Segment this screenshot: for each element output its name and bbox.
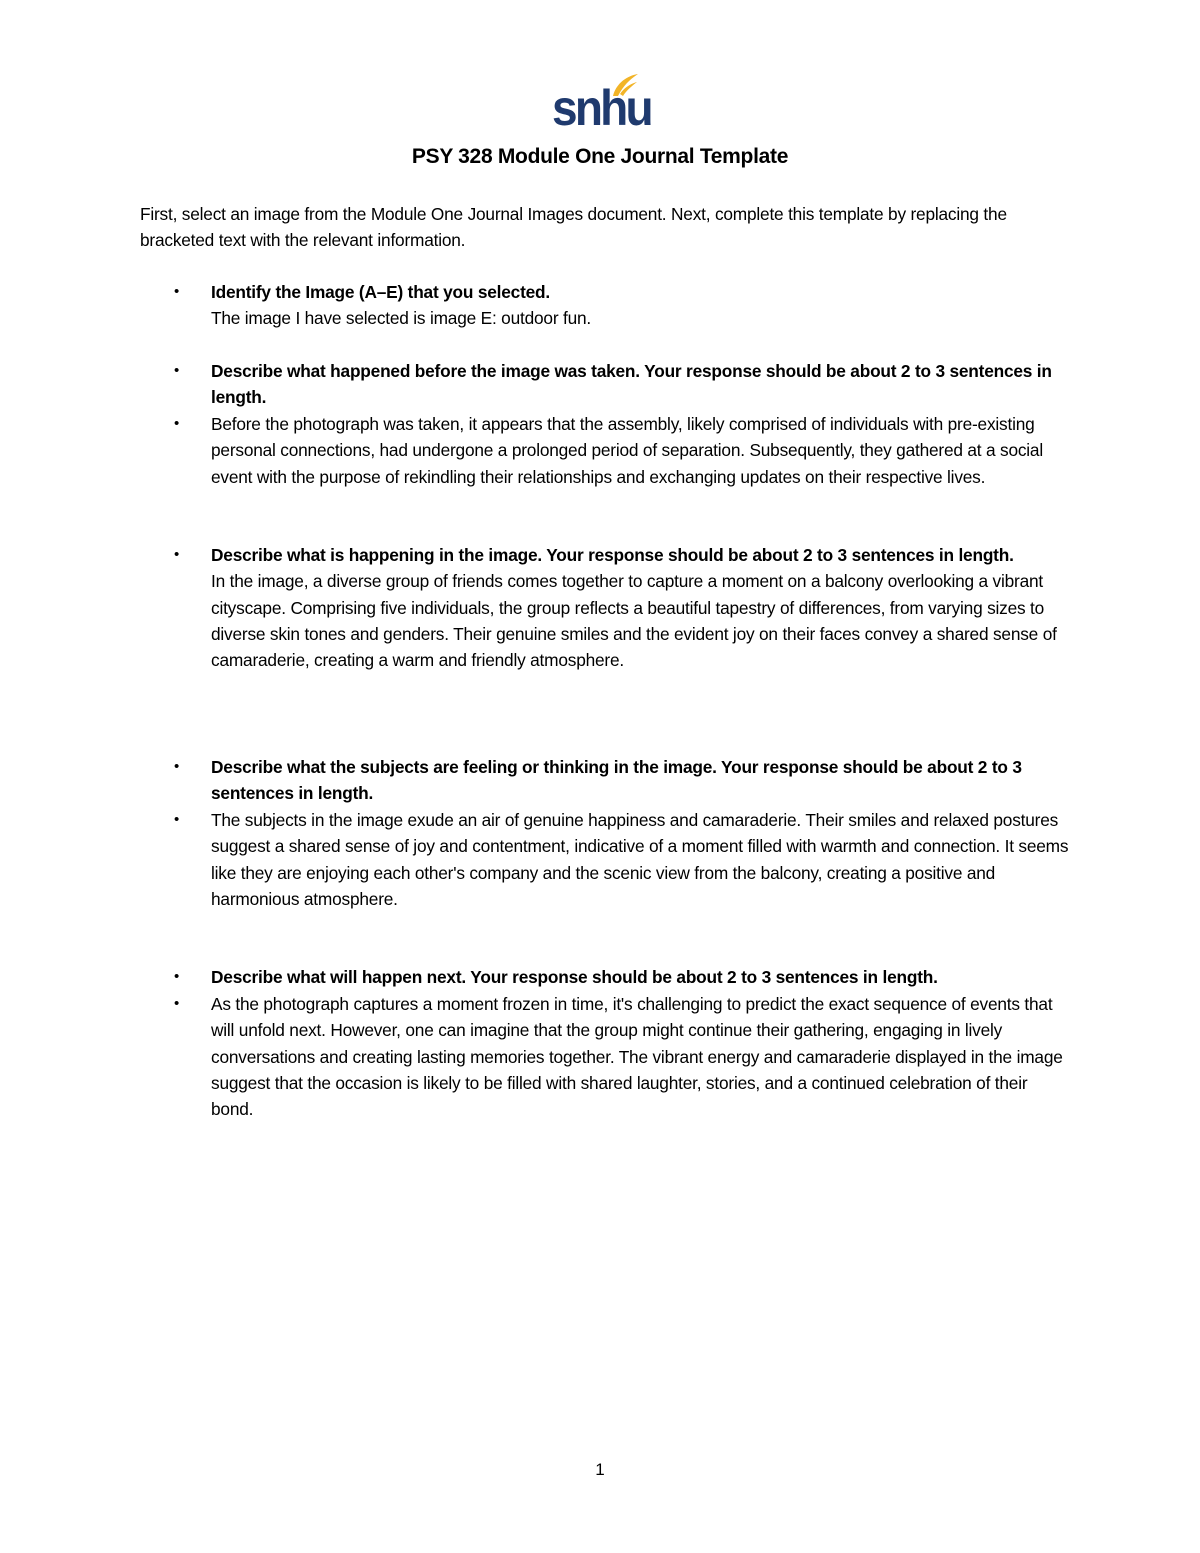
question-text: Identify the Image (A–E) that you selected.	[211, 282, 551, 302]
list-item	[174, 991, 1071, 1122]
intro-paragraph: First, select an image from the Module One Journal Images document. Next, complete this template by replacing the bracketed text with the relevant information.	[140, 204, 1007, 251]
question-text: Describe what is happening in the image. Your response should be about 2 to 3 sentences in length.	[211, 545, 1014, 565]
bullet-icon: •	[174, 546, 180, 563]
list-item	[174, 279, 1071, 332]
bullet-icon: •	[174, 362, 180, 379]
list-item	[174, 358, 1071, 411]
answer-text: As the photograph captures a moment frozen in time, it's challenging to predict the exact sequence of events that will unfold next. However, one can imagine that the group might continue their gathering, engaging in lively conversations and creating lasting memories together. The vibrant energy and camaraderie displayed in the image suggest that the occasion is likely to be filled with shared laughter, stories, and a continued celebration of their bond.	[211, 994, 1063, 1120]
question-text: Describe what the subjects are feeling or thinking in the image. Your response should be about 2 to 3 sentences in length.	[211, 757, 1022, 804]
bullet-icon: •	[174, 283, 180, 300]
list-item	[174, 411, 1071, 490]
question-text: Describe what happened before the image was taken. Your response should be about 2 to 3 sentences in length.	[211, 361, 1052, 408]
page-number: 1	[595, 1460, 605, 1479]
answer-text: The subjects in the image exude an air of genuine happiness and camaraderie. Their smiles and relaxed postures suggest a shared sense of joy and contentment, indicative of a moment filled with warmth and connection. It seems like they are enjoying each other's company and the scenic view from the balcony, creating a positive and harmonious atmosphere.	[211, 810, 1069, 909]
list-item	[174, 754, 1071, 807]
list-item	[174, 807, 1071, 912]
snhu-logo	[552, 72, 651, 136]
list-item	[174, 964, 1071, 990]
bullet-icon: •	[174, 995, 180, 1012]
answer-text: Before the photograph was taken, it appears that the assembly, likely comprised of individuals with pre-existing personal connections, had undergone a prolonged period of separation. Subsequently, they gathered at a social event with the purpose of rekindling their relationships and exchanging updates on their respective lives.	[211, 414, 1043, 487]
page-title: PSY 328 Module One Journal Template	[411, 145, 789, 168]
bullet-icon: •	[174, 415, 180, 432]
answer-text: In the image, a diverse group of friends comes together to capture a moment on a balcony overlooking a vibrant cityscape. Comprising five individuals, the group reflects a beautiful tapestry of differences, from varying sizes to diverse skin tones and genders. Their genuine smiles and the evident joy on their faces convey a shared sense of camaraderie, creating a warm and friendly atmosphere.	[211, 571, 1057, 671]
answer-text: The image I have selected is image E: outdoor fun.	[211, 308, 592, 329]
question-text: Describe what will happen next. Your response should be about 2 to 3 sentences in length.	[211, 967, 938, 987]
bullet-icon: •	[174, 758, 180, 775]
list-item	[174, 542, 1071, 673]
bullet-icon: •	[174, 811, 180, 828]
logo-wordmark: snhu	[552, 80, 651, 136]
bullet-icon: •	[174, 968, 180, 985]
